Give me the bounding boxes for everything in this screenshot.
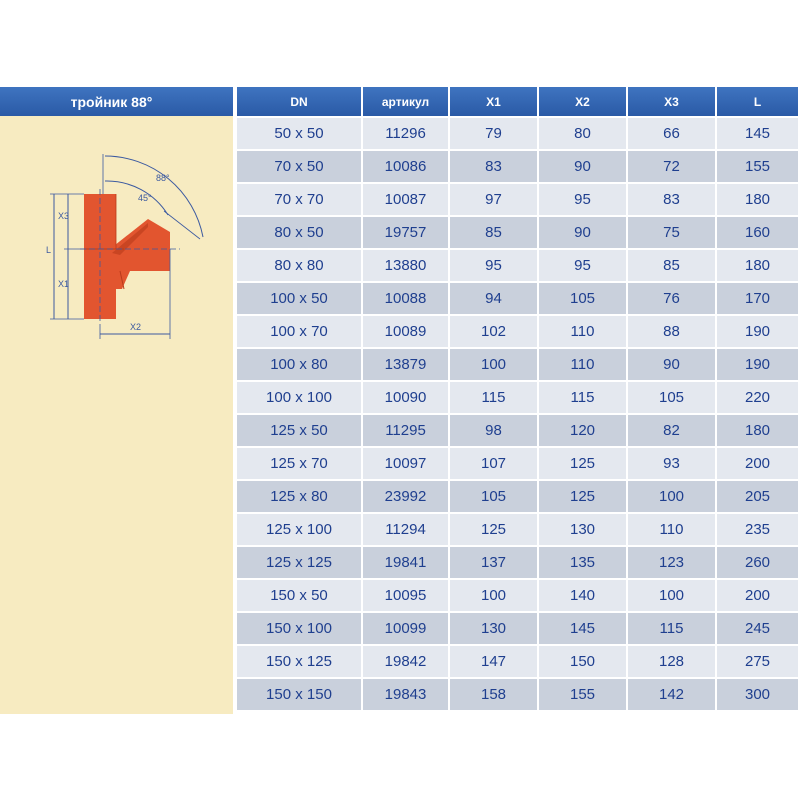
cell-dn: 150 x 125 — [237, 646, 361, 679]
table-body — [237, 118, 798, 712]
cell-dn: 70 x 50 — [237, 151, 361, 184]
cell-x3: 90 — [628, 349, 715, 382]
table-row — [237, 679, 798, 712]
cell-x3: 93 — [628, 448, 715, 481]
cell-dn: 100 x 100 — [237, 382, 361, 415]
cell-l: 275 — [717, 646, 798, 679]
cell-dn: 80 x 80 — [237, 250, 361, 283]
cell-x1: 137 — [450, 547, 537, 580]
cell-x2: 110 — [539, 316, 626, 349]
cell-x1: 98 — [450, 415, 537, 448]
cell-dn: 100 x 50 — [237, 283, 361, 316]
table-row — [237, 514, 798, 547]
cell-x2: 105 — [539, 283, 626, 316]
cell-article: 10087 — [363, 184, 448, 217]
header-x2: X2 — [539, 87, 626, 118]
cell-article: 19757 — [363, 217, 448, 250]
cell-l: 145 — [717, 118, 798, 151]
cell-x3: 72 — [628, 151, 715, 184]
header-article: артикул — [363, 87, 448, 118]
table-row — [237, 580, 798, 613]
table-row — [237, 118, 798, 151]
table-row — [237, 217, 798, 250]
table-row — [237, 283, 798, 316]
cell-article: 10089 — [363, 316, 448, 349]
cell-x2: 110 — [539, 349, 626, 382]
product-title: тройник 88° — [0, 87, 233, 116]
cell-x1: 100 — [450, 580, 537, 613]
cell-x2: 150 — [539, 646, 626, 679]
table-row — [237, 547, 798, 580]
header-x3: X3 — [628, 87, 715, 118]
cell-article: 19843 — [363, 679, 448, 712]
cell-dn: 125 x 80 — [237, 481, 361, 514]
cell-x3: 110 — [628, 514, 715, 547]
table-row — [237, 250, 798, 283]
cell-x1: 94 — [450, 283, 537, 316]
cell-x3: 85 — [628, 250, 715, 283]
cell-l: 300 — [717, 679, 798, 712]
cell-x2: 90 — [539, 217, 626, 250]
cell-article: 11294 — [363, 514, 448, 547]
header-dn: DN — [237, 87, 361, 118]
tee-fitting-body — [84, 194, 170, 319]
cell-l: 200 — [717, 580, 798, 613]
cell-x3: 100 — [628, 481, 715, 514]
cell-x2: 90 — [539, 151, 626, 184]
cell-article: 23992 — [363, 481, 448, 514]
cell-article: 10086 — [363, 151, 448, 184]
cell-l: 245 — [717, 613, 798, 646]
cell-x3: 115 — [628, 613, 715, 646]
header-l: L — [717, 87, 798, 118]
cell-article: 10097 — [363, 448, 448, 481]
cell-x2: 120 — [539, 415, 626, 448]
cell-l: 170 — [717, 283, 798, 316]
angle-45-label: 45° — [138, 193, 152, 203]
cell-article: 11296 — [363, 118, 448, 151]
cell-dn: 125 x 100 — [237, 514, 361, 547]
cell-x3: 76 — [628, 283, 715, 316]
cell-x3: 128 — [628, 646, 715, 679]
cell-article: 13879 — [363, 349, 448, 382]
cell-x2: 95 — [539, 184, 626, 217]
cell-dn: 80 x 50 — [237, 217, 361, 250]
cell-x1: 125 — [450, 514, 537, 547]
cell-x2: 130 — [539, 514, 626, 547]
cell-l: 200 — [717, 448, 798, 481]
cell-x1: 105 — [450, 481, 537, 514]
cell-dn: 100 x 70 — [237, 316, 361, 349]
cell-l: 180 — [717, 250, 798, 283]
dim-x2-label: X2 — [130, 322, 142, 332]
dim-x3-label: X3 — [58, 211, 70, 221]
cell-article: 19842 — [363, 646, 448, 679]
tee-fitting-diagram — [40, 149, 215, 349]
cell-l: 160 — [717, 217, 798, 250]
cell-x3: 142 — [628, 679, 715, 712]
cell-x3: 66 — [628, 118, 715, 151]
table-row — [237, 349, 798, 382]
cell-dn: 150 x 100 — [237, 613, 361, 646]
dim-l-label: L — [46, 245, 52, 255]
table-row — [237, 184, 798, 217]
cell-x3: 100 — [628, 580, 715, 613]
dimensions-table — [235, 87, 800, 712]
cell-x1: 85 — [450, 217, 537, 250]
cell-dn: 150 x 50 — [237, 580, 361, 613]
cell-x3: 75 — [628, 217, 715, 250]
cell-l: 180 — [717, 184, 798, 217]
cell-l: 190 — [717, 316, 798, 349]
cell-x3: 83 — [628, 184, 715, 217]
cell-article: 10090 — [363, 382, 448, 415]
cell-x1: 79 — [450, 118, 537, 151]
cell-article: 10088 — [363, 283, 448, 316]
cell-x3: 105 — [628, 382, 715, 415]
cell-dn: 125 x 50 — [237, 415, 361, 448]
cell-x1: 97 — [450, 184, 537, 217]
cell-x2: 80 — [539, 118, 626, 151]
cell-x1: 130 — [450, 613, 537, 646]
cell-x2: 95 — [539, 250, 626, 283]
cell-l: 190 — [717, 349, 798, 382]
cell-x3: 88 — [628, 316, 715, 349]
cell-l: 260 — [717, 547, 798, 580]
table-header-row — [237, 87, 798, 118]
cell-x1: 158 — [450, 679, 537, 712]
cell-article: 10099 — [363, 613, 448, 646]
cell-x2: 155 — [539, 679, 626, 712]
cell-x1: 115 — [450, 382, 537, 415]
table-row — [237, 481, 798, 514]
cell-x1: 95 — [450, 250, 537, 283]
cell-x2: 135 — [539, 547, 626, 580]
cell-x2: 115 — [539, 382, 626, 415]
table-row — [237, 646, 798, 679]
table-row — [237, 415, 798, 448]
cell-x2: 145 — [539, 613, 626, 646]
table-row — [237, 316, 798, 349]
cell-l: 235 — [717, 514, 798, 547]
table-row — [237, 448, 798, 481]
cell-l: 155 — [717, 151, 798, 184]
cell-article: 10095 — [363, 580, 448, 613]
cell-dn: 50 x 50 — [237, 118, 361, 151]
cell-l: 180 — [717, 415, 798, 448]
cell-dn: 125 x 125 — [237, 547, 361, 580]
cell-dn: 100 x 80 — [237, 349, 361, 382]
angle-88-label: 88° — [156, 173, 170, 183]
cell-x2: 125 — [539, 481, 626, 514]
cell-x1: 107 — [450, 448, 537, 481]
cell-article: 13880 — [363, 250, 448, 283]
table-row — [237, 613, 798, 646]
cell-x2: 125 — [539, 448, 626, 481]
table-row — [237, 151, 798, 184]
cell-x1: 100 — [450, 349, 537, 382]
cell-dn: 125 x 70 — [237, 448, 361, 481]
cell-article: 19841 — [363, 547, 448, 580]
dim-x1-label: X1 — [58, 279, 70, 289]
cell-x2: 140 — [539, 580, 626, 613]
cell-l: 220 — [717, 382, 798, 415]
cell-article: 11295 — [363, 415, 448, 448]
cell-x1: 102 — [450, 316, 537, 349]
fitting-panel — [0, 87, 233, 714]
table-row — [237, 382, 798, 415]
cell-x1: 83 — [450, 151, 537, 184]
cell-x1: 147 — [450, 646, 537, 679]
cell-x3: 82 — [628, 415, 715, 448]
cell-x3: 123 — [628, 547, 715, 580]
cell-dn: 70 x 70 — [237, 184, 361, 217]
cell-l: 205 — [717, 481, 798, 514]
header-x1: X1 — [450, 87, 537, 118]
cell-dn: 150 x 150 — [237, 679, 361, 712]
